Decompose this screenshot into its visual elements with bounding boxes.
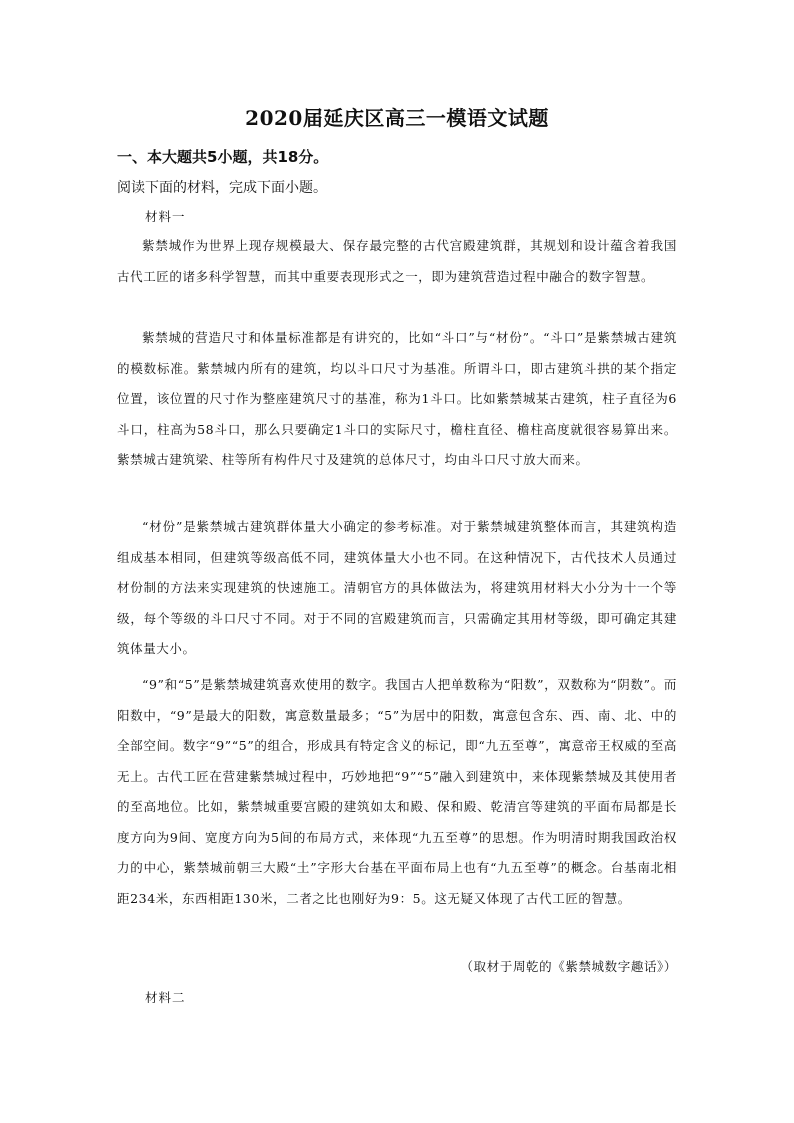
reading-instruction: 阅读下面的材料，完成下面小题。 <box>117 180 327 196</box>
material-two-label: 材料二 <box>145 990 186 1005</box>
section-heading: 一、本大题共5小题，共18分。 <box>117 148 329 166</box>
paragraph-4: “9”和“5”是紫禁城建筑喜欢使用的数字。我国古人把单数称为“阳数”，双数称为“阴数”。而阳数中，“9”是最大的阳数，寓意数量最多；“5”为居中的阳数，寓意包含东、西、南、北、中的全部空间。数字“9”“5”的组合，形成具有特定含义的标记，即“九五至尊”，寓意帝王权威的至高无上。古代工匠在营建紫禁城过程中，巧妙地把“9”“5”融入到建筑中，来体现紫禁城及其使用者的至高地位。比如，紫禁城重要宫殿的建筑如太和殿、保和殿、乾清宫等建筑的平面布局都是长度方向为9间、宽度方向为5间的布局方式，来体现“九五至尊”的思想。作为明清时期我国政治权力的中心，紫禁城前朝三大殿“土”字形大台基在平面布局上也有“九五至尊”的概念。台基南北相距234米，东西相距130米，二者之比也刚好为9：5。这无疑又体现了古代工匠的智慧。 <box>117 677 677 906</box>
material-one-label: 材料一 <box>145 209 186 224</box>
source-citation: （取材于周乾的《紫禁城数字趣话》） <box>460 959 677 974</box>
paragraph-3: “材份”是紫禁城古建筑群体量大小确定的参考标准。对于紫禁城建筑整体而言，其建筑构造组成基本相同，但建筑等级高低不同，建筑体量大小也不同。在这种情况下，古代技术人员通过材份制的方法来实现建筑的快速施工。清朝官方的具体做法为，将建筑用材料大小分为十一个等级，每个等级的斗口尺寸不同。对于不同的宫殿建筑而言，只需确定其用材等级，即可确定其建筑体量大小。 <box>117 519 677 656</box>
paragraph-1: 紫禁城作为世界上现存规模最大、保存最完整的古代宫殿建筑群，其规划和设计蕴含着我国古代工匠的诸多科学智慧，而其中重要表现形式之一，即为建筑营造过程中融合的数字智慧。 <box>117 238 677 284</box>
exam-title: 2020届延庆区高三一模语文试题 <box>245 106 549 130</box>
paragraph-2: 紫禁城的营造尺寸和体量标准都是有讲究的，比如“斗口”与“材份”。“斗口”是紫禁城古建筑的模数标准。紫禁城内所有的建筑，均以斗口尺寸为基准。所谓斗口，即古建筑斗拱的某个指定位置，该位置的尺寸作为整座建筑尺寸的基准，称为1斗口。比如紫禁城某古建筑，柱子直径为6斗口，柱高为58斗口，那么只要确定1斗口的实际尺寸，檐柱直径、檐柱高度就很容易算出来。紫禁城古建筑梁、柱等所有构件尺寸及建筑的总体尺寸，均由斗口尺寸放大而来。 <box>117 330 677 467</box>
